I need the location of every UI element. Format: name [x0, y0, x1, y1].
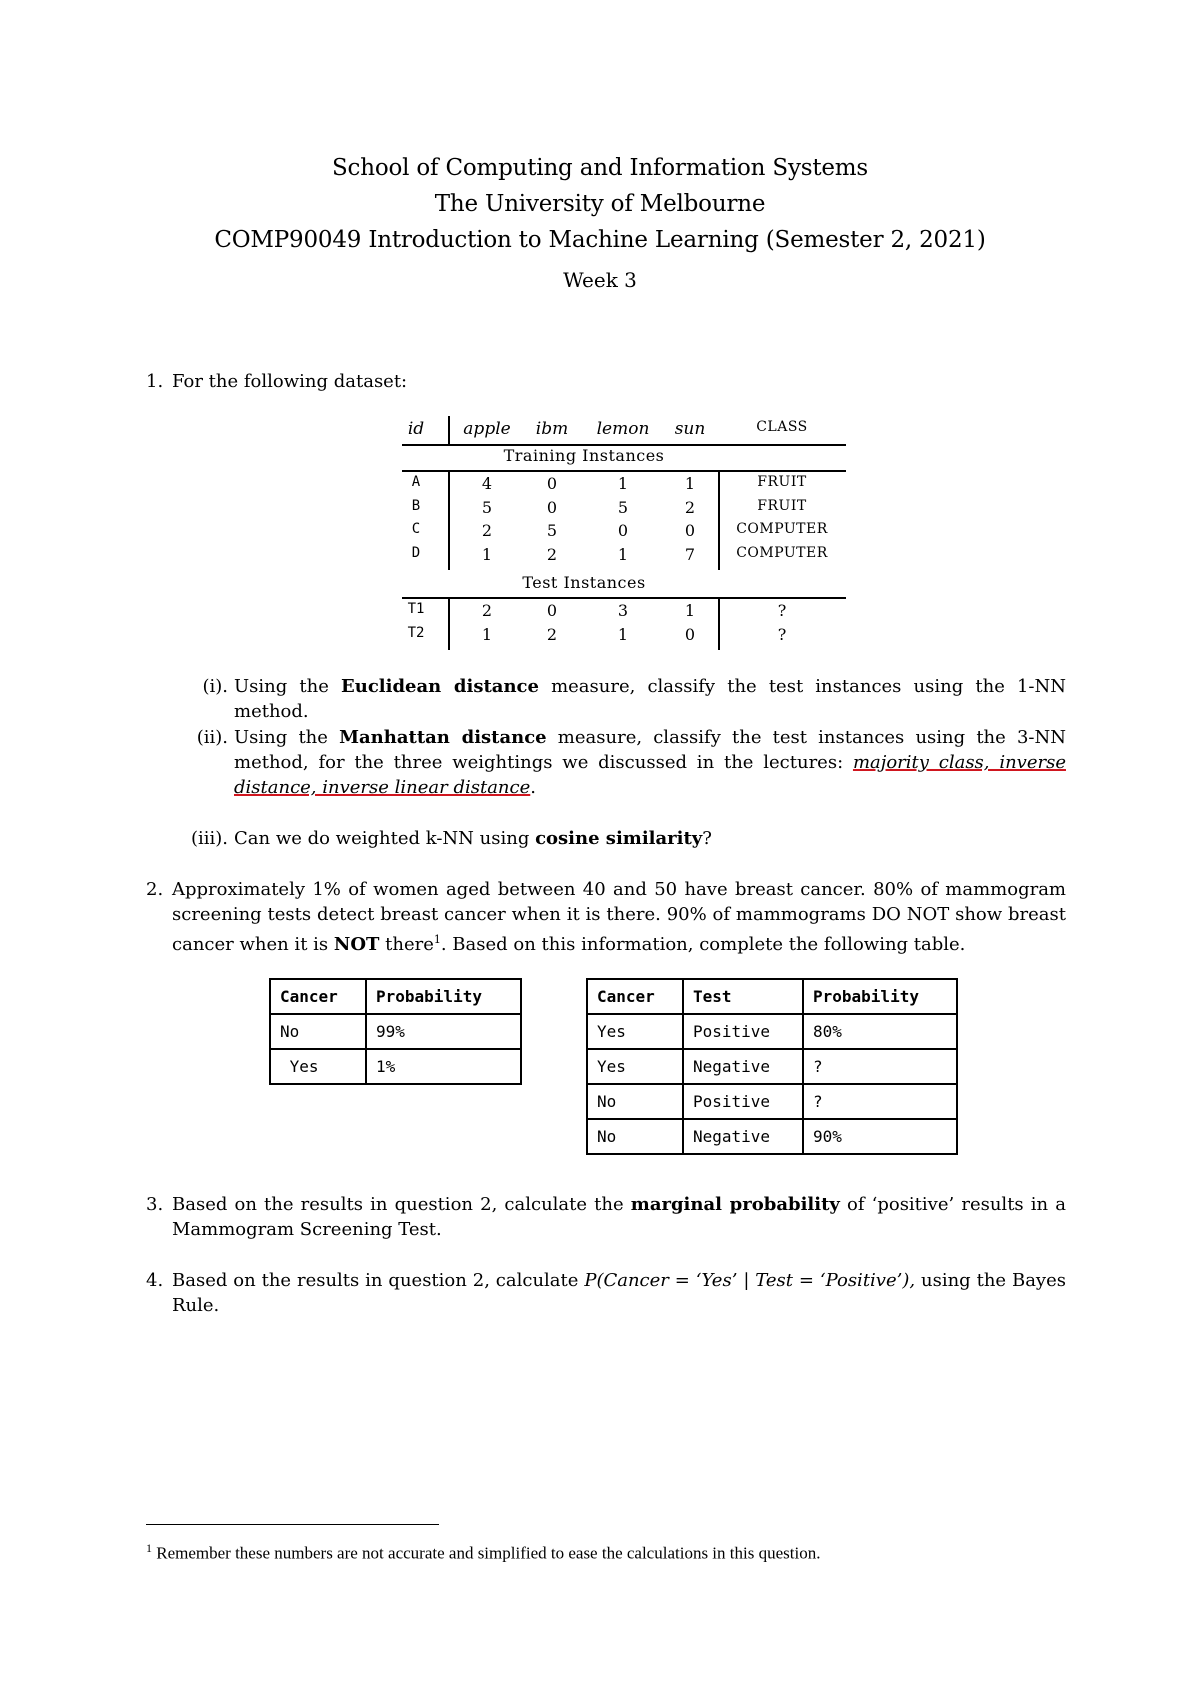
- table-cell: Yes: [587, 1049, 683, 1084]
- table-cell: ?: [777, 601, 787, 620]
- table-cell: 1: [617, 624, 629, 644]
- footnote-reference: 1: [433, 933, 441, 946]
- table-cell: ?: [803, 1084, 957, 1119]
- table-header-row: [587, 979, 957, 1014]
- week-label: Week 3: [563, 268, 637, 292]
- table-cell: No: [587, 1084, 683, 1119]
- column-header: id: [407, 419, 425, 439]
- cosine-similarity-term: cosine similarity: [535, 828, 703, 849]
- test-instances-label: Test Instances: [522, 573, 646, 592]
- table-cell: 2: [481, 601, 493, 620]
- table-cell: COMPUTER: [736, 544, 828, 561]
- footnote-mark: 1: [146, 1541, 152, 1555]
- table-cell: Negative: [683, 1049, 803, 1084]
- table-cell: 90%: [803, 1119, 957, 1154]
- table-cell: COMPUTER: [736, 521, 828, 537]
- column-header: Cancer: [270, 979, 366, 1014]
- instance-id: T1: [407, 601, 425, 617]
- weightings-underlined: majority class, inverse distance, inverse linear distance: [234, 752, 1066, 798]
- table-cell: 99%: [366, 1014, 521, 1049]
- part-number: (i).: [202, 676, 228, 697]
- table-cell: 1: [684, 474, 696, 493]
- question-2: 2. Approximately 1% of women aged between 40 and 50 have breast cancer. 80% of mammogram screening tests detect breast cancer when it is there. 90% of mammograms DO NOT show breast cancer when it is NOT there$^1$. Based on this information, complete the following table.: [146, 879, 1066, 955]
- table-cell: 2: [684, 497, 696, 517]
- table-cell: 80%: [803, 1014, 957, 1049]
- question-number: 2.: [146, 879, 164, 900]
- course-title: COMP90049 Introduction to Machine Learning (Semester 2, 2021): [214, 227, 986, 253]
- column-header: sun: [674, 419, 706, 439]
- table-cell: 1%: [366, 1049, 521, 1084]
- table-cell: 5: [546, 521, 558, 540]
- table-cell: 2: [546, 624, 558, 644]
- table-cell: Positive: [683, 1084, 803, 1119]
- table-cell: 2: [481, 521, 493, 540]
- table-cell: 5: [481, 497, 493, 517]
- column-header: CLASS: [756, 419, 808, 435]
- column-header: Probability: [366, 979, 521, 1014]
- column-header: apple: [463, 419, 511, 439]
- column-header: ibm: [535, 419, 569, 439]
- bayes-expression: P(Cancer = ‘Yes’ | Test = ‘Positive’),: [584, 1270, 916, 1291]
- table-cell: 5: [617, 497, 629, 517]
- question-1-part-iii: (iii). Can we do weighted k-NN using cosine similarity?: [178, 826, 1066, 851]
- training-rule: [402, 470, 846, 472]
- question-number: 1.: [146, 371, 164, 392]
- table-cell: 1: [481, 624, 493, 644]
- table-cell: FRUIT: [757, 474, 807, 490]
- marginal-probability-term: marginal probability: [630, 1194, 840, 1215]
- table-row: [587, 1084, 957, 1119]
- training-instances-label: Training Instances: [503, 446, 665, 465]
- table-cell: 0: [546, 601, 558, 620]
- table-cell: 0: [546, 474, 558, 493]
- table-row: [587, 1014, 957, 1049]
- column-header: lemon: [596, 419, 650, 439]
- table-header-row: [270, 979, 521, 1014]
- instance-id: B: [411, 497, 421, 514]
- table-cell: 1: [481, 544, 493, 564]
- part-number: (iii).: [190, 828, 228, 849]
- table-row: [587, 1119, 957, 1154]
- table-cell: No: [587, 1119, 683, 1154]
- table-cell: 2: [546, 544, 558, 564]
- question-3: 3. Based on the results in question 2, calculate the marginal probability of ‘positive’ results in a Mammogram Screening Test.: [146, 1194, 1066, 1240]
- test-rule: [402, 597, 846, 599]
- column-header: Cancer: [587, 979, 683, 1014]
- footnote-divider: [146, 1524, 439, 1525]
- table-cell: ?: [803, 1049, 957, 1084]
- table-cell: FRUIT: [757, 497, 807, 514]
- instance-id: C: [411, 521, 421, 537]
- school-name: School of Computing and Information Systems: [331, 155, 869, 181]
- table-cell: No: [270, 1014, 366, 1049]
- table-cell: 0: [546, 497, 558, 517]
- table-cell: 0: [684, 624, 696, 644]
- question-4: 4. Based on the results in question 2, calculate P(Cancer = ‘Yes’ | Test = ‘Positive’), using the Bayes Rule.: [146, 1270, 1066, 1316]
- part-number: (ii).: [196, 727, 228, 748]
- table-cell: Yes: [587, 1014, 683, 1049]
- question-1-part-i: (i). Using the Euclidean distance measure, classify the test instances using the 1-NN method.: [178, 674, 1066, 724]
- university-name: The University of Melbourne: [434, 191, 766, 217]
- table-cell: Yes: [270, 1049, 366, 1084]
- question-number: 4.: [146, 1270, 164, 1291]
- table-row: [270, 1049, 521, 1084]
- table-cell: Positive: [683, 1014, 803, 1049]
- euclidean-distance-term: Euclidean distance: [341, 676, 539, 697]
- table-cell: 1: [617, 474, 629, 493]
- table-cell: 1: [617, 544, 629, 564]
- question-number: 3.: [146, 1194, 164, 1215]
- instance-id: T2: [407, 624, 425, 641]
- table-cell: ?: [777, 624, 787, 644]
- table-cell: 0: [617, 521, 629, 540]
- question-text: For the following dataset:: [172, 371, 408, 392]
- table-cell: 4: [481, 474, 493, 493]
- question-1-part-ii: (ii). Using the Manhattan distance measure, classify the test instances using the 3-NN method, for the three weightings we discussed in the lectures: majority class, inverse distance, inverse linear distance.: [178, 725, 1066, 800]
- column-header: Test: [683, 979, 803, 1014]
- table-cell: 0: [684, 521, 696, 540]
- instance-id: D: [411, 544, 421, 561]
- table-cell: 7: [684, 544, 696, 564]
- column-header: Probability: [803, 979, 957, 1014]
- table-row: [587, 1049, 957, 1084]
- test-likelihood-table: [586, 978, 958, 1155]
- table-cell: 3: [617, 601, 629, 620]
- cancer-prior-table: [269, 978, 522, 1085]
- manhattan-distance-term: Manhattan distance: [339, 727, 547, 748]
- instance-id: A: [411, 474, 421, 490]
- table-row: [270, 1014, 521, 1049]
- footnote-text: Remember these numbers are not accurate and simplified to ease the calculations in this question.: [152, 1543, 821, 1563]
- table-cell: 1: [684, 601, 696, 620]
- footnote: [146, 1541, 820, 1564]
- table-cell: Negative: [683, 1119, 803, 1154]
